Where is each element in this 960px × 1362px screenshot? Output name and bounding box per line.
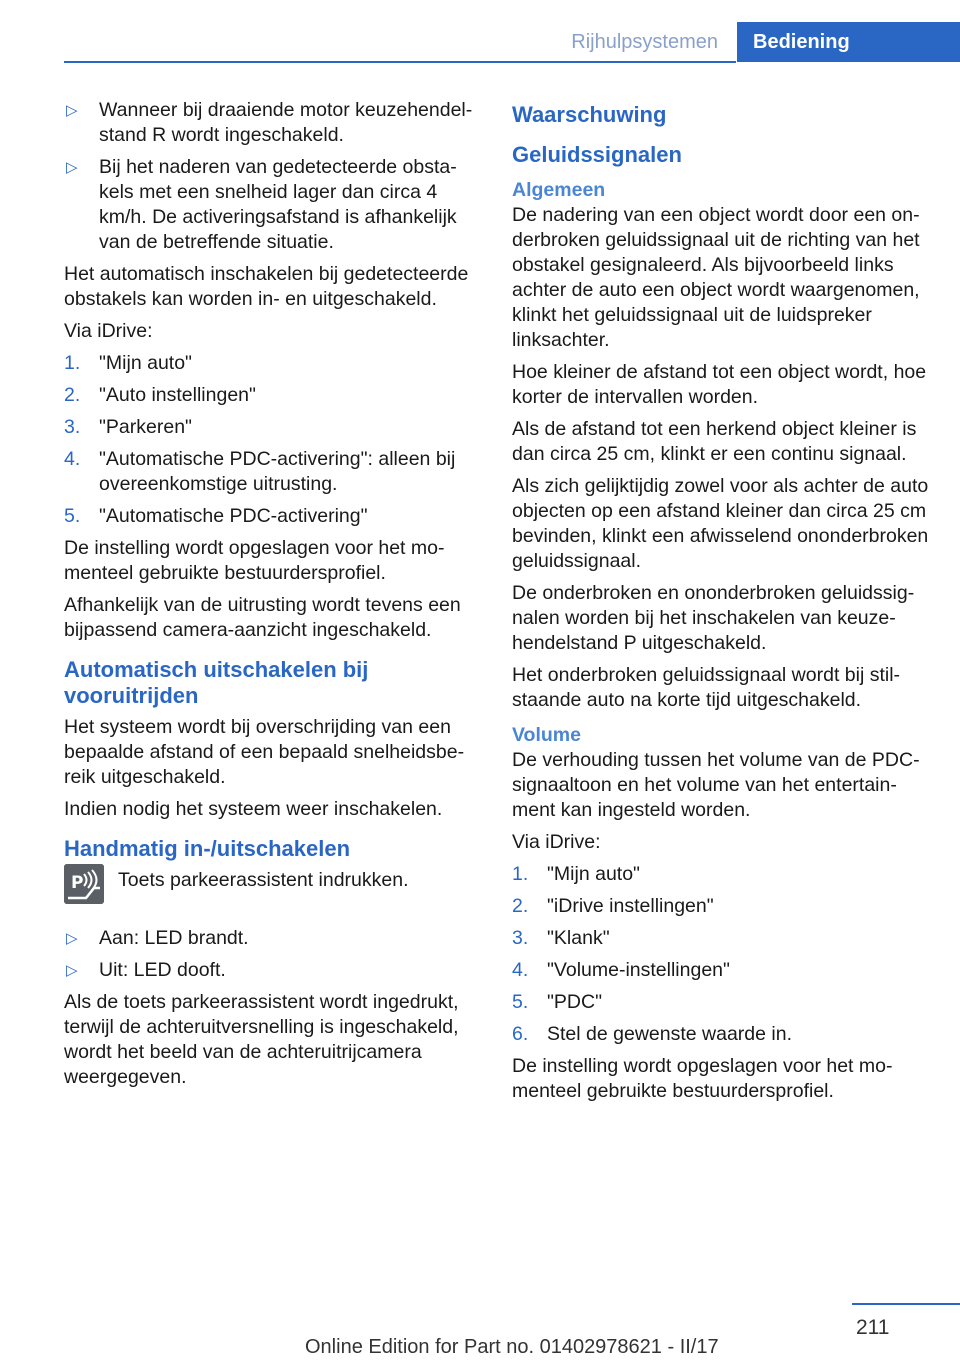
triangle-right-icon: ▷ xyxy=(66,159,78,176)
list-item: 2. "iDrive instellingen" xyxy=(512,895,714,917)
header-chapter-tab: Bediening xyxy=(737,22,960,62)
bullet-list-activation xyxy=(64,98,482,255)
list-item: 4. "Volume-instellingen" xyxy=(512,959,730,981)
list-item: 3. "Klank" xyxy=(512,927,610,949)
edition-footer: Online Edition for Part no. 01402978621 - II/17 xyxy=(305,1336,719,1358)
paragraph: Via iDrive: xyxy=(64,320,153,342)
step-number: 3. xyxy=(64,416,81,438)
numbered-list-idrive xyxy=(64,351,482,529)
step-number: 4. xyxy=(64,448,81,470)
subheading-general: Algemeen xyxy=(512,179,606,201)
paragraph: De instelling wordt opgeslagen voor het momenteel gebruikte bestuurdersprofiel. xyxy=(512,1055,893,1102)
paragraph: De instelling wordt opgeslagen voor het momenteel gebruikte bestuurdersprofiel. xyxy=(64,537,445,584)
paragraph: Afhankelijk van de uitrusting wordt tevens een bijpassend camera-aanzicht ingeschakeld. xyxy=(64,594,461,641)
list-item: 5. "Automatische PDC-activering" xyxy=(64,505,368,527)
paragraph: De onderbroken en ononderbroken geluidssignalen worden bij het inschakelen van keuzehendelstand P uitgeschakeld. xyxy=(512,582,915,654)
heading-manual: Handmatig in-/uitschakelen xyxy=(64,836,351,861)
right-column xyxy=(512,98,932,1111)
step-number: 5. xyxy=(512,991,529,1013)
button-instruction-text: Toets parkeerassistent indrukken. xyxy=(118,869,409,891)
paragraph: Het systeem wordt bij overschrijding van een bepaalde afstand of een bepaald snelheidsbereik uitgeschakeld. xyxy=(64,716,465,788)
list-item: ▷ Wanneer bij draaiende motor keuzehendelstand R wordt ingeschakeld. xyxy=(66,99,473,146)
list-item: ▷ Uit: LED dooft. xyxy=(66,959,226,981)
left-column xyxy=(64,98,482,1097)
triangle-right-icon: ▷ xyxy=(66,930,78,947)
paragraph: Als zich gelijktijdig zowel voor als achter de auto objecten op een afstand kleiner dan circa 25 cm bevinden, klinkt een afwisselend ononderbroken geluidssignaal. xyxy=(512,475,929,572)
list-item: 6. Stel de gewenste waarde in. xyxy=(512,1023,792,1045)
paragraph: Hoe kleiner de afstand tot een object wordt, hoe korter de intervallen worden. xyxy=(512,361,927,408)
header-rule xyxy=(64,61,736,63)
paragraph: Het onderbroken geluidssignaal wordt bij stilstaande auto na korte tijd uitgeschakeld. xyxy=(512,664,901,711)
step-number: 6. xyxy=(512,1023,529,1045)
list-item: 3. "Parkeren" xyxy=(64,416,192,438)
list-item: 2. "Auto instellingen" xyxy=(64,384,256,406)
step-number: 4. xyxy=(512,959,529,981)
paragraph: Het automatisch inschakelen bij gedetecteerde obstakels kan worden in- en uitgeschakeld. xyxy=(64,263,469,310)
paragraph: Als de toets parkeerassistent wordt ingedrukt, terwijl de achteruitversnelling is ingeschakeld, wordt het beeld van de achteruitrijcamera weergegeven. xyxy=(64,991,459,1088)
list-item: ▷ Aan: LED brandt. xyxy=(66,927,249,949)
list-item: ▷ Bij het naderen van gedetecteerde obstakels met een snelheid lager dan circa 4 km/h. De activeringsafstand is afhankelijk van de betreffende situatie. xyxy=(66,156,457,253)
paragraph: Via iDrive: xyxy=(512,831,601,853)
step-number: 2. xyxy=(64,384,81,406)
page-header xyxy=(0,22,960,62)
numbered-list-volume xyxy=(512,862,932,1047)
footer-rule xyxy=(852,1303,960,1305)
step-number: 5. xyxy=(64,505,81,527)
heading-warning: Waarschuwing xyxy=(512,102,667,127)
paragraph: Als de afstand tot een herkend object kleiner is dan circa 25 cm, klinkt er een continu signaal. xyxy=(512,418,917,465)
park-assist-button-icon xyxy=(64,864,104,904)
paragraph: De nadering van een object wordt door een onderbroken geluidssignaal uit de richting van het obstakel gesignaleerd. Als bijvoorbeeld links achter de auto een object wordt waargenomen, klinkt het geluidssignaal uit de luidspreker linksachter. xyxy=(512,204,920,351)
button-instruction xyxy=(64,868,482,912)
list-item: 1. "Mijn auto" xyxy=(512,863,640,885)
svg-text:P: P xyxy=(71,873,84,893)
step-number: 2. xyxy=(512,895,529,917)
triangle-right-icon: ▷ xyxy=(66,962,78,979)
heading-auto-off: Automatisch uitschakelen bij vooruitrijden xyxy=(64,657,369,708)
list-item: 1. "Mijn auto" xyxy=(64,352,192,374)
paragraph: De verhouding tussen het volume van de PDC-signaaltoon en het volume van het entertainment kan ingesteld worden. xyxy=(512,749,920,821)
page-number: 211 xyxy=(856,1316,890,1339)
subheading-volume: Volume xyxy=(512,724,581,746)
heading-sound-signals: Geluidssignalen xyxy=(512,142,682,167)
step-number: 3. xyxy=(512,927,529,949)
triangle-right-icon: ▷ xyxy=(66,102,78,119)
list-item: 5. "PDC" xyxy=(512,991,603,1013)
step-number: 1. xyxy=(64,352,81,374)
list-item: 4. "Automatische PDC-activering": alleen bij overeenkomstige uitrusting. xyxy=(64,448,456,495)
header-section: Rijhulpsystemen xyxy=(571,31,718,53)
bullet-list-led xyxy=(64,926,482,983)
step-number: 1. xyxy=(512,863,529,885)
paragraph: Indien nodig het systeem weer inschakelen. xyxy=(64,798,443,820)
